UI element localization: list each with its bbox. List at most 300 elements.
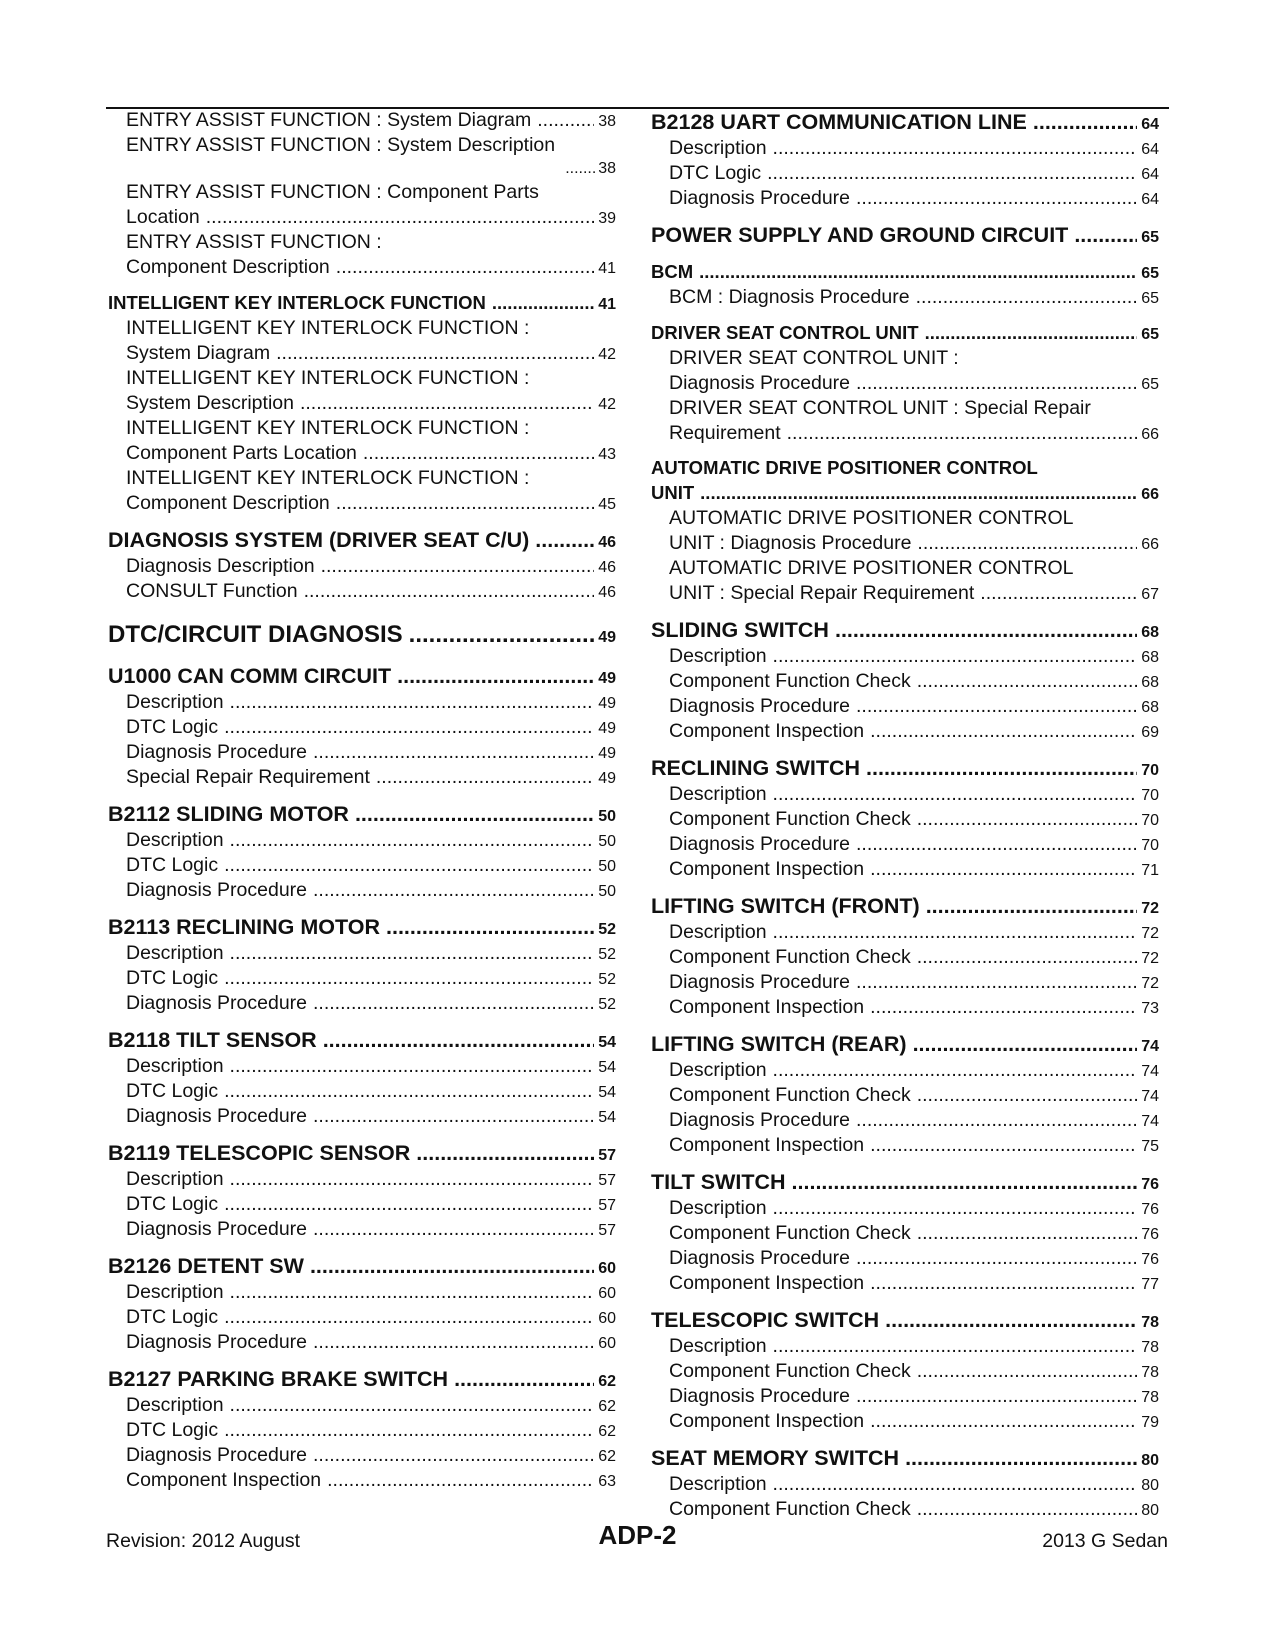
toc-entry-title: BCM (651, 261, 694, 282)
toc-entry-title: Component Function Check (669, 1222, 911, 1244)
toc-entry-title: Diagnosis Procedure (126, 1218, 308, 1240)
toc-entry[interactable] (651, 1359, 1159, 1384)
toc-entry[interactable] (651, 857, 1159, 882)
toc-page-number: 74 (1141, 1088, 1159, 1105)
toc-entry-title: SEAT MEMORY SWITCH (651, 1446, 900, 1470)
toc-page-number: 64 (1141, 141, 1159, 158)
toc-page-number: 54 (598, 1059, 616, 1076)
toc-section-heading[interactable] (108, 1139, 616, 1167)
dot-leader (537, 108, 594, 133)
toc-entry[interactable] (108, 1104, 616, 1129)
toc-section-heading-text[interactable]: AUTOMATIC DRIVE POSITIONER CONTROL (651, 457, 1038, 478)
toc-section-heading[interactable] (651, 1306, 1159, 1334)
dot-leader (773, 644, 1138, 669)
dot-leader (835, 616, 1137, 644)
toc-entry-title: DTC Logic (126, 1419, 219, 1441)
toc-page-number: 52 (598, 971, 616, 988)
dot-leader (773, 1334, 1138, 1359)
toc-entry-text[interactable]: AUTOMATIC DRIVE POSITIONER CONTROL (669, 557, 1074, 579)
toc-page-number: 46 (598, 584, 616, 601)
toc-page-number: 49 (598, 695, 616, 712)
toc-entry[interactable] (108, 108, 616, 133)
toc-page-number: 68 (1141, 674, 1159, 691)
toc-entry-title: Requirement (669, 422, 781, 444)
toc-section-heading[interactable] (651, 754, 1159, 782)
toc-entry-title: Component Inspection (669, 858, 865, 880)
toc-page-number: 79 (1141, 1414, 1159, 1431)
dot-leader (336, 255, 594, 280)
toc-entry-text[interactable]: INTELLIGENT KEY INTERLOCK FUNCTION : (126, 317, 530, 339)
dot-leader (792, 1168, 1138, 1196)
dot-leader (224, 1079, 594, 1104)
toc-entry[interactable] (651, 1058, 1159, 1083)
toc-entry-title: Location (126, 206, 200, 228)
toc-entry-title: System Description (126, 392, 294, 414)
dot-leader (699, 259, 1137, 285)
dot-leader (856, 186, 1137, 211)
toc-page-number: 50 (598, 808, 616, 825)
dot-leader (700, 480, 1137, 506)
toc-entry[interactable] (108, 828, 616, 853)
toc-entry[interactable] (108, 1167, 616, 1192)
dot-leader (230, 690, 595, 715)
toc-entry[interactable] (108, 341, 616, 366)
toc-section-heading[interactable] (651, 616, 1159, 644)
toc-entry[interactable] (108, 441, 616, 466)
toc-entry-title: Component Inspection (126, 1469, 322, 1491)
toc-entry-page-continuation[interactable] (108, 158, 616, 180)
toc-section-heading[interactable] (651, 221, 1159, 249)
toc-entry[interactable] (108, 1079, 616, 1104)
dot-leader (885, 1306, 1137, 1334)
dot-leader (773, 136, 1138, 161)
toc-entry[interactable] (651, 970, 1159, 995)
dot-leader (313, 1104, 594, 1129)
toc-section-heading[interactable] (108, 913, 616, 941)
toc-page-number: 62 (598, 1398, 616, 1415)
toc-page-number: 70 (1141, 837, 1159, 854)
toc-entry[interactable] (108, 715, 616, 740)
toc-entry[interactable] (108, 878, 616, 903)
dot-leader (300, 391, 594, 416)
dot-leader (1033, 108, 1137, 136)
dot-leader (917, 807, 1137, 832)
toc-entry[interactable] (108, 1192, 616, 1217)
toc-entry[interactable] (651, 581, 1159, 606)
toc-section-heading[interactable] (108, 290, 616, 316)
dot-leader (856, 1246, 1137, 1271)
toc-page-number: 42 (598, 346, 616, 363)
toc-entry[interactable] (108, 391, 616, 416)
toc-page-number: 76 (1141, 1176, 1159, 1193)
footer-page-id: ADP-2 (598, 1520, 677, 1550)
toc-entry-title: Diagnosis Procedure (126, 879, 308, 901)
toc-entry-text[interactable]: INTELLIGENT KEY INTERLOCK FUNCTION : (126, 467, 530, 489)
toc-entry[interactable] (108, 941, 616, 966)
toc-entry-text[interactable]: INTELLIGENT KEY INTERLOCK FUNCTION : (126, 367, 530, 389)
toc-page-number: 50 (598, 858, 616, 875)
dot-leader (917, 531, 1137, 556)
toc-entry[interactable] (651, 186, 1159, 211)
toc-entry[interactable] (108, 1054, 616, 1079)
toc-page-number: 64 (1141, 116, 1159, 133)
toc-page-number: 65 (1141, 290, 1159, 307)
toc-entry-title: Description (126, 829, 224, 851)
dot-leader (870, 719, 1137, 744)
toc-entry-title: DTC Logic (126, 967, 219, 989)
dot-leader (773, 1058, 1138, 1083)
toc-entry[interactable] (651, 1472, 1159, 1497)
toc-entry-text[interactable]: INTELLIGENT KEY INTERLOCK FUNCTION : (126, 417, 530, 439)
dot-leader (916, 285, 1138, 310)
toc-entry-title: Description (126, 1394, 224, 1416)
toc-entry-title: DTC Logic (126, 1080, 219, 1102)
toc-entry-title: UNIT : Special Repair Requirement (669, 582, 975, 604)
toc-entry[interactable] (651, 832, 1159, 857)
toc-entry[interactable] (651, 644, 1159, 669)
toc-page-number: 50 (598, 833, 616, 850)
toc-page-number: 78 (1141, 1389, 1159, 1406)
dot-leader (355, 800, 594, 828)
toc-page-number: 70 (1141, 762, 1159, 779)
toc-entry[interactable] (108, 1305, 616, 1330)
toc-entry-title: Component Function Check (669, 946, 911, 968)
toc-entry[interactable] (651, 1221, 1159, 1246)
dot-leader (230, 1167, 595, 1192)
toc-section-heading[interactable] (108, 1252, 616, 1280)
toc-page-number: 74 (1141, 1113, 1159, 1130)
toc-entry-title: Diagnosis Procedure (669, 1109, 851, 1131)
toc-entry-title: SLIDING SWITCH (651, 618, 829, 642)
dot-leader (313, 1217, 594, 1242)
toc-page-number: 45 (598, 496, 616, 513)
dot-leader (397, 662, 594, 690)
toc-entry-title: B2112 SLIDING MOTOR (108, 802, 349, 826)
dot-leader (224, 966, 594, 991)
dot-leader (926, 892, 1138, 920)
toc-entry-title: CONSULT Function (126, 580, 298, 602)
toc-page-number: 66 (1141, 536, 1159, 553)
dot-leader (230, 1054, 595, 1079)
toc-page-number: 52 (598, 946, 616, 963)
toc-entry-title: Description (126, 1055, 224, 1077)
dot-leader (224, 1418, 594, 1443)
toc-page-number: 54 (598, 1109, 616, 1126)
toc-page-number: 68 (1141, 699, 1159, 716)
toc-page-number: 64 (1141, 191, 1159, 208)
dot-leader (224, 715, 594, 740)
toc-entry-title: Special Repair Requirement (126, 766, 370, 788)
toc-entry[interactable] (651, 531, 1159, 556)
toc-section-heading[interactable] (108, 800, 616, 828)
dot-leader (304, 579, 595, 604)
dot-leader (870, 857, 1137, 882)
toc-page-number: 57 (598, 1222, 616, 1239)
toc-section-heading[interactable] (108, 526, 616, 554)
toc-page-number: 65 (1141, 229, 1159, 246)
toc-entry-title: Description (669, 645, 767, 667)
toc-entry-title: Component Inspection (669, 1272, 865, 1294)
toc-page-number: 60 (598, 1260, 616, 1277)
toc-entry[interactable] (108, 205, 616, 230)
toc-entry-title: Component Description (126, 256, 330, 278)
toc-page-number: 80 (1141, 1452, 1159, 1469)
toc-entry-title: Description (669, 921, 767, 943)
toc-entry[interactable] (108, 1330, 616, 1355)
dot-leader (224, 1305, 594, 1330)
toc-left-column (108, 108, 616, 1493)
toc-entry-title: Component Inspection (669, 720, 865, 742)
toc-entry[interactable] (651, 161, 1159, 186)
toc-page-number: 76 (1141, 1251, 1159, 1268)
toc-entry-title: Component Inspection (669, 1134, 865, 1156)
toc-page-number: 66 (1141, 426, 1159, 443)
dot-leader (980, 581, 1137, 606)
toc-entry[interactable] (108, 1443, 616, 1468)
dot-leader (917, 1497, 1137, 1522)
toc-entry-title: UNIT (651, 482, 695, 503)
toc-page-number: 62 (598, 1448, 616, 1465)
toc-page-number: 60 (598, 1335, 616, 1352)
toc-entry[interactable] (651, 669, 1159, 694)
dot-leader (866, 754, 1137, 782)
toc-page-number: 80 (1141, 1477, 1159, 1494)
dot-leader (856, 1108, 1137, 1133)
toc-entry-title: B2127 PARKING BRAKE SWITCH (108, 1367, 449, 1391)
dot-leader (454, 1365, 594, 1393)
toc-entry[interactable] (651, 1271, 1159, 1296)
toc-entry[interactable] (108, 1280, 616, 1305)
toc-entry-text[interactable]: ENTRY ASSIST FUNCTION : (126, 231, 382, 253)
toc-page-number: 49 (598, 745, 616, 762)
toc-entry-title: DTC/CIRCUIT DIAGNOSIS (108, 621, 403, 648)
toc-entry-title: LIFTING SWITCH (REAR) (651, 1032, 907, 1056)
toc-page-number: 72 (1141, 900, 1159, 917)
dot-leader (492, 290, 594, 316)
toc-section-heading[interactable] (108, 618, 616, 652)
dot-leader (856, 1384, 1137, 1409)
toc-page-number: 46 (598, 534, 616, 551)
toc-entry-title: Component Inspection (669, 1410, 865, 1432)
toc-section-heading[interactable] (651, 108, 1159, 136)
toc-page-number: 75 (1141, 1138, 1159, 1155)
dot-leader (773, 1472, 1138, 1497)
toc-entry[interactable] (651, 945, 1159, 970)
dot-leader (917, 1359, 1137, 1384)
toc-entry-title: Description (126, 691, 224, 713)
toc-page-number: 78 (1141, 1364, 1159, 1381)
dot-leader (230, 1280, 595, 1305)
toc-section-heading[interactable] (108, 1365, 616, 1393)
toc-entry[interactable] (651, 807, 1159, 832)
toc-section-heading[interactable] (651, 892, 1159, 920)
toc-page-number: 52 (598, 921, 616, 938)
toc-page-number: 70 (1141, 787, 1159, 804)
toc-entry[interactable] (651, 371, 1159, 396)
toc-entry-text[interactable]: ENTRY ASSIST FUNCTION : System Description (126, 134, 556, 156)
dot-leader (230, 1393, 595, 1418)
dot-leader (310, 1252, 594, 1280)
toc-right-column (651, 108, 1159, 1522)
toc-page-number: 54 (598, 1034, 616, 1051)
toc-entry[interactable] (651, 1133, 1159, 1158)
dot-leader (917, 1221, 1137, 1246)
toc-entry-title: B2128 UART COMMUNICATION LINE (651, 110, 1027, 134)
dot-leader (905, 1444, 1137, 1472)
dot-leader (313, 1443, 594, 1468)
toc-entry-text[interactable]: DRIVER SEAT CONTROL UNIT : (669, 347, 959, 369)
toc-entry[interactable] (108, 554, 616, 579)
dot-leader (376, 765, 594, 790)
toc-entry-title: Description (669, 1197, 767, 1219)
dot-leader (870, 1271, 1137, 1296)
toc-page-number: 64 (1141, 166, 1159, 183)
toc-page-number: 71 (1141, 862, 1159, 879)
toc-entry[interactable] (651, 1246, 1159, 1271)
toc-section-heading[interactable] (108, 662, 616, 690)
toc-entry[interactable] (108, 991, 616, 1016)
dot-leader (856, 694, 1137, 719)
dot-leader (917, 669, 1137, 694)
toc-section-heading[interactable] (108, 1026, 616, 1054)
toc-entry[interactable] (108, 1468, 616, 1493)
toc-section-heading[interactable] (651, 1030, 1159, 1058)
toc-entry-title: Component Inspection (669, 996, 865, 1018)
dot-leader (856, 832, 1137, 857)
toc-entry-title: System Diagram (126, 342, 271, 364)
dot-leader (1074, 221, 1137, 249)
toc-entry[interactable] (651, 1108, 1159, 1133)
toc-entry[interactable] (108, 491, 616, 516)
toc-entry[interactable] (108, 853, 616, 878)
dot-leader (230, 941, 595, 966)
toc-entry-title: Diagnosis Procedure (126, 741, 308, 763)
dot-leader (913, 1030, 1138, 1058)
toc-entry-title: Diagnosis Procedure (669, 187, 851, 209)
toc-page-number: 77 (1141, 1276, 1159, 1293)
dot-leader (535, 526, 594, 554)
toc-page-number: 65 (1141, 265, 1159, 282)
toc-page-number: 38 (598, 113, 616, 130)
toc-entry-text[interactable]: ENTRY ASSIST FUNCTION : Component Parts (126, 181, 539, 203)
dot-leader (224, 1192, 594, 1217)
toc-entry[interactable] (108, 1393, 616, 1418)
toc-entry[interactable] (651, 1196, 1159, 1221)
toc-entry-title: Component Description (126, 492, 330, 514)
toc-page-number: 50 (598, 883, 616, 900)
toc-entry-title: Component Function Check (669, 670, 911, 692)
toc-page-number: 49 (598, 670, 616, 687)
toc-entry[interactable] (651, 1083, 1159, 1108)
toc-entry[interactable] (108, 740, 616, 765)
footer-model: 2013 G Sedan (1042, 1530, 1168, 1552)
toc-page-number: 39 (598, 210, 616, 227)
toc-page-number: 46 (598, 559, 616, 576)
dot-leader (224, 853, 594, 878)
toc-entry[interactable] (651, 285, 1159, 310)
toc-section-heading[interactable] (651, 1168, 1159, 1196)
toc-entry[interactable] (651, 995, 1159, 1020)
toc-page-number: 76 (1141, 1201, 1159, 1218)
toc-entry[interactable] (651, 136, 1159, 161)
toc-entry[interactable] (108, 1217, 616, 1242)
toc-entry[interactable] (108, 966, 616, 991)
toc-entry-title: RECLINING SWITCH (651, 756, 861, 780)
toc-entry-title: Diagnosis Procedure (126, 992, 308, 1014)
dot-leader (230, 828, 595, 853)
toc-entry-title: U1000 CAN COMM CIRCUIT (108, 664, 392, 688)
toc-entry-title: Diagnosis Procedure (669, 372, 851, 394)
dot-leader (416, 1139, 594, 1167)
toc-page-number: 69 (1141, 724, 1159, 741)
toc-entry[interactable] (651, 782, 1159, 807)
toc-entry-title: DTC Logic (126, 1193, 219, 1215)
toc-page-number: 72 (1141, 925, 1159, 942)
dot-leader (773, 1196, 1138, 1221)
toc-page-number: 60 (598, 1310, 616, 1327)
toc-entry[interactable] (651, 1497, 1159, 1522)
toc-entry[interactable] (651, 1334, 1159, 1359)
toc-entry[interactable] (108, 765, 616, 790)
toc-entry-text[interactable]: DRIVER SEAT CONTROL UNIT : Special Repair (669, 397, 1091, 419)
dot-leader (856, 371, 1137, 396)
toc-entry-title: Component Parts Location (126, 442, 357, 464)
toc-entry-title: Description (126, 942, 224, 964)
toc-entry-title: LIFTING SWITCH (FRONT) (651, 894, 920, 918)
toc-entry-title: TILT SWITCH (651, 1170, 786, 1194)
toc-entry[interactable] (108, 255, 616, 280)
dot-leader (313, 740, 594, 765)
dot-leader (313, 878, 594, 903)
toc-section-heading[interactable] (651, 1444, 1159, 1472)
toc-section-heading[interactable] (651, 320, 1159, 346)
toc-entry[interactable] (108, 690, 616, 715)
toc-entry[interactable] (651, 1384, 1159, 1409)
dot-leader (856, 970, 1137, 995)
toc-entry-title: Component Function Check (669, 1498, 911, 1520)
toc-page-number: 68 (1141, 624, 1159, 641)
toc-page-number: 57 (598, 1147, 616, 1164)
toc-page-number: 54 (598, 1084, 616, 1101)
toc-entry-title: B2118 TILT SENSOR (108, 1028, 317, 1052)
toc-entry[interactable] (651, 421, 1159, 446)
toc-entry-title: TELESCOPIC SWITCH (651, 1308, 880, 1332)
toc-page-number: 42 (598, 396, 616, 413)
dot-leader (313, 991, 594, 1016)
dot-leader (870, 995, 1137, 1020)
toc-entry[interactable] (651, 719, 1159, 744)
dot-leader (917, 945, 1137, 970)
toc-entry[interactable] (108, 1418, 616, 1443)
toc-page-number: 62 (598, 1373, 616, 1390)
toc-entry-title: DTC Logic (126, 716, 219, 738)
toc-entry[interactable] (651, 1409, 1159, 1434)
toc-entry[interactable] (108, 579, 616, 604)
toc-entry-title: DTC Logic (126, 1306, 219, 1328)
toc-section-heading[interactable] (651, 480, 1159, 506)
toc-section-heading[interactable] (651, 259, 1159, 285)
toc-entry[interactable] (651, 694, 1159, 719)
dot-leader (870, 1409, 1137, 1434)
toc-entry-title: Diagnosis Procedure (126, 1331, 308, 1353)
dot-leader (409, 618, 595, 652)
toc-entry-title: Diagnosis Description (126, 555, 315, 577)
toc-page-number: 62 (598, 1423, 616, 1440)
toc-page-number: 66 (1141, 486, 1159, 503)
toc-entry-title: Diagnosis Procedure (669, 1247, 851, 1269)
toc-entry-text[interactable]: AUTOMATIC DRIVE POSITIONER CONTROL (669, 507, 1074, 529)
toc-entry[interactable] (651, 920, 1159, 945)
